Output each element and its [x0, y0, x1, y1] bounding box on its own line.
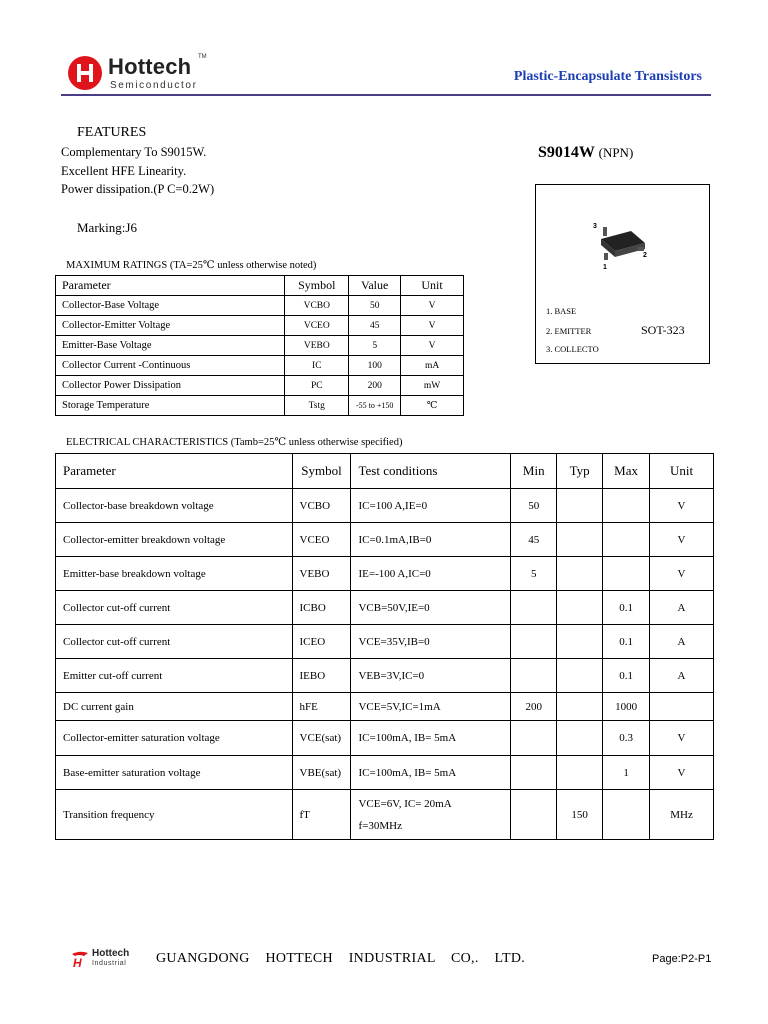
condition-cell: VCE=35V,IB=0 [351, 625, 511, 659]
company-name: GUANGDONG HOTTECH INDUSTRIAL CO,. LTD. [156, 951, 526, 966]
table-row [56, 356, 464, 376]
param-cell: Base-emitter saturation voltage [56, 756, 293, 790]
max-cell [603, 557, 650, 591]
table-header-row [56, 454, 714, 489]
symbol-cell: VEBO [292, 557, 351, 591]
pin-list-item: 1. BASE [546, 306, 577, 316]
condition-cell: IC=100 A,IE=0 [351, 489, 511, 523]
header-divider [61, 94, 711, 96]
table-row [56, 336, 464, 356]
unit-cell: A [650, 659, 714, 693]
max-cell: 0.1 [603, 591, 650, 625]
footer-logo-icon [70, 950, 90, 968]
electrical-caption: ELECTRICAL CHARACTERISTICS (Tamb=25℃ unless otherwise specified) [66, 437, 403, 448]
pin-1-label: 1 [603, 264, 607, 269]
unit-cell: mA [401, 356, 464, 376]
table-row [56, 489, 714, 523]
min-cell: 45 [511, 523, 557, 557]
header-cell: Min [511, 454, 557, 489]
table-row [56, 557, 714, 591]
max-ratings-table [55, 275, 464, 416]
unit-cell: V [401, 316, 464, 336]
condition-cell [351, 790, 511, 840]
symbol-cell: fT [292, 790, 351, 840]
condition-cell: IC=100mA, IB= 5mA [351, 721, 511, 756]
unit-cell: mW [401, 376, 464, 396]
table-row [56, 693, 714, 721]
symbol-cell: VCBO [292, 489, 351, 523]
param-cell: Collector-base breakdown voltage [56, 489, 293, 523]
min-cell [511, 591, 557, 625]
table-row [56, 376, 464, 396]
part-type: (NPN) [598, 145, 634, 160]
features-heading: FEATURES [77, 125, 147, 140]
header-cell: Parameter [56, 276, 285, 296]
condition-cell: IE=-100 A,IC=0 [351, 557, 511, 591]
param-cell: Collector-Base Voltage [56, 296, 285, 316]
param-cell: Storage Temperature [56, 396, 285, 416]
symbol-cell: VEBO [285, 336, 349, 356]
typ-cell [557, 591, 603, 625]
symbol-cell: Tstg [285, 396, 349, 416]
max-cell: 0.3 [603, 721, 650, 756]
feature-item: Complementary To S9015W. [61, 145, 207, 159]
param-cell: Emitter-Base Voltage [56, 336, 285, 356]
header-cell: Unit [401, 276, 464, 296]
feature-item: Power dissipation.(P C=0.2W) [61, 182, 215, 196]
unit-cell: V [650, 523, 714, 557]
param-cell: Collector-Emitter Voltage [56, 316, 285, 336]
param-cell: Collector Current -Continuous [56, 356, 285, 376]
part-name: S9014W [538, 144, 595, 161]
condition-cell: VCE=5V,IC=1mA [351, 693, 511, 721]
table-row [56, 396, 464, 416]
max-cell [603, 790, 650, 840]
min-cell [511, 659, 557, 693]
unit-cell: A [650, 625, 714, 659]
max-cell [603, 523, 650, 557]
document-category-title: Plastic-Encapsulate Transistors [513, 69, 702, 84]
typ-cell [557, 625, 603, 659]
logo-subtitle: Semiconductor [110, 80, 198, 91]
condition-cell: IC=0.1mA,IB=0 [351, 523, 511, 557]
table-row [56, 625, 714, 659]
header-cell: Value [349, 276, 401, 296]
symbol-cell: IEBO [292, 659, 351, 693]
company-logo-icon [68, 56, 102, 90]
max-cell: 0.1 [603, 625, 650, 659]
max-cell: 0.1 [603, 659, 650, 693]
unit-cell: V [650, 489, 714, 523]
value-cell: 5 [349, 336, 401, 356]
condition-cell: VCB=50V,IE=0 [351, 591, 511, 625]
table-row [56, 316, 464, 336]
part-number [538, 144, 633, 162]
param-cell: Transition frequency [56, 790, 293, 840]
unit-cell: V [650, 756, 714, 790]
param-cell: Emitter-base breakdown voltage [56, 557, 293, 591]
header-cell: Typ [557, 454, 603, 489]
table-row [56, 296, 464, 316]
symbol-cell: VBE(sat) [292, 756, 351, 790]
symbol-cell: IC [285, 356, 349, 376]
symbol-cell: hFE [292, 693, 351, 721]
max-cell [603, 489, 650, 523]
footer-logo-name: Hottech [92, 948, 130, 959]
condition-cell: IC=100mA, IB= 5mA [351, 756, 511, 790]
typ-cell [557, 523, 603, 557]
value-cell: 45 [349, 316, 401, 336]
min-cell: 200 [511, 693, 557, 721]
unit-cell: MHz [650, 790, 714, 840]
param-cell: Collector cut-off current [56, 625, 293, 659]
electrical-characteristics-table [55, 453, 714, 840]
typ-cell [557, 721, 603, 756]
typ-cell [557, 557, 603, 591]
max-cell: 1000 [603, 693, 650, 721]
unit-cell: V [650, 557, 714, 591]
page-number: Page:P2-P1 [652, 953, 712, 965]
value-cell: 50 [349, 296, 401, 316]
condition-cell: VEB=3V,IC=0 [351, 659, 511, 693]
package-name: SOT-323 [641, 323, 685, 337]
svg-text:H: H [73, 956, 82, 968]
table-row [56, 790, 714, 840]
param-cell: Collector-emitter breakdown voltage [56, 523, 293, 557]
typ-cell [557, 693, 603, 721]
symbol-cell: PC [285, 376, 349, 396]
symbol-cell: ICEO [292, 625, 351, 659]
symbol-cell: VCEO [292, 523, 351, 557]
typ-cell [557, 659, 603, 693]
max-cell: 1 [603, 756, 650, 790]
table-header-row [56, 276, 464, 296]
unit-cell: V [650, 721, 714, 756]
min-cell [511, 625, 557, 659]
min-cell [511, 790, 557, 840]
table-row [56, 659, 714, 693]
symbol-cell: ICBO [292, 591, 351, 625]
logo-name: Hottech [108, 54, 192, 79]
value-cell: 200 [349, 376, 401, 396]
logo-trademark: TM [198, 54, 207, 60]
condition-line: VCE=6V, IC= 20mA [358, 797, 452, 810]
header-cell: Symbol [292, 454, 351, 489]
header-cell: Parameter [56, 454, 293, 489]
min-cell [511, 721, 557, 756]
unit-cell: V [401, 336, 464, 356]
pin-2-label: 2 [643, 252, 647, 259]
sot323-package-icon [591, 219, 661, 269]
param-cell: Collector-emitter saturation voltage [56, 721, 293, 756]
min-cell: 50 [511, 489, 557, 523]
pin-list-item: 3. COLLECTO [546, 344, 599, 354]
header-cell: Symbol [285, 276, 349, 296]
header-cell: Test conditions [351, 454, 511, 489]
table-row [56, 756, 714, 790]
symbol-cell: VCBO [285, 296, 349, 316]
unit-cell: A [650, 591, 714, 625]
typ-cell: 150 [557, 790, 603, 840]
pin-3-label: 3 [593, 223, 597, 230]
header-cell: Unit [650, 454, 714, 489]
unit-cell: ℃ [401, 396, 464, 416]
min-cell [511, 756, 557, 790]
header-cell: Max [603, 454, 650, 489]
value-cell: -55 to +150 [349, 396, 401, 416]
pin-list-item: 2. EMITTER [546, 326, 592, 336]
footer-logo-subtitle: Industrial [92, 960, 127, 967]
symbol-cell: VCE(sat) [292, 721, 351, 756]
marking-code: Marking:J6 [77, 220, 137, 235]
min-cell: 5 [511, 557, 557, 591]
table-row [56, 591, 714, 625]
condition-line: f=30MHz [358, 819, 402, 832]
typ-cell [557, 756, 603, 790]
param-cell: Emitter cut-off current [56, 659, 293, 693]
param-cell: DC current gain [56, 693, 293, 721]
feature-item: Excellent HFE Linearity. [61, 164, 187, 178]
symbol-cell: VCEO [285, 316, 349, 336]
table-row [56, 721, 714, 756]
unit-cell [650, 693, 714, 721]
max-ratings-caption: MAXIMUM RATINGS (TA=25℃ unless otherwise noted) [66, 260, 317, 271]
value-cell: 100 [349, 356, 401, 376]
unit-cell: V [401, 296, 464, 316]
param-cell: Collector Power Dissipation [56, 376, 285, 396]
param-cell: Collector cut-off current [56, 591, 293, 625]
typ-cell [557, 489, 603, 523]
table-row [56, 523, 714, 557]
